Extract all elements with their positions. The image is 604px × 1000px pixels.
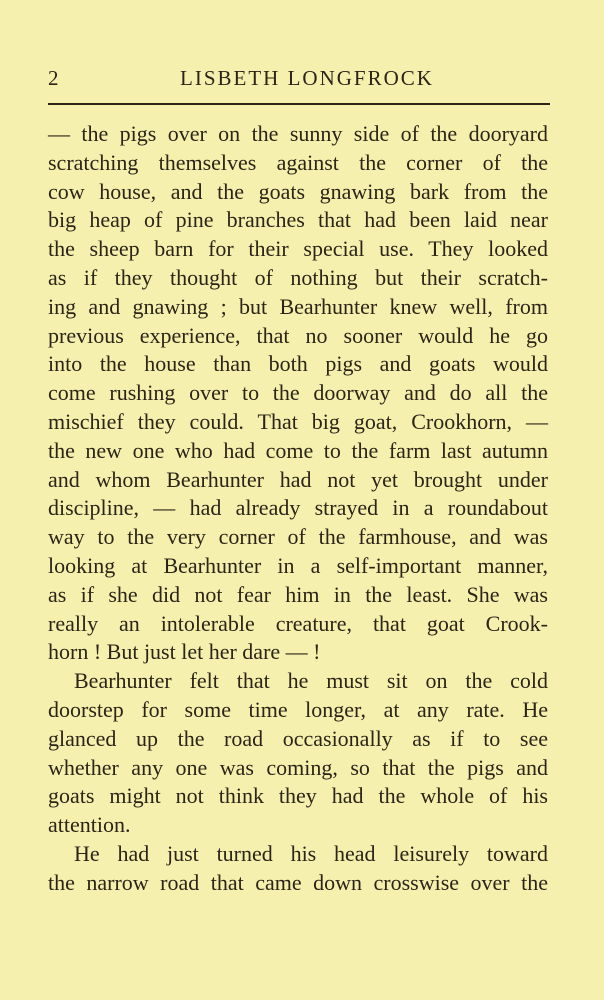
text-line: really an intolerable creature, that goat Crook- xyxy=(48,610,548,636)
body-text xyxy=(48,120,548,898)
text-line: the new one who had come to the farm last autumn xyxy=(48,437,548,463)
text-line: way to the very corner of the farmhouse, and was xyxy=(48,524,548,550)
text-line: goats might not think they had the whole of his xyxy=(48,783,548,809)
text-line: into the house than both pigs and goats would xyxy=(48,351,548,377)
text-line: previous experience, that no sooner would he go xyxy=(48,322,548,348)
text-line: the narrow road that came down crosswise over the xyxy=(48,869,548,895)
text-line: doorstep for some time longer, at any rate. He xyxy=(48,696,548,722)
text-line: whether any one was coming, so that the pigs and xyxy=(48,754,548,780)
text-line: ing and gnawing ; but Bearhunter knew well, from xyxy=(48,293,548,319)
page-number: 2 xyxy=(48,66,60,90)
text-line: cow house, and the goats gnawing bark from the xyxy=(48,178,548,204)
text-line: big heap of pine branches that had been laid near xyxy=(48,207,548,233)
running-head xyxy=(48,66,550,96)
text-line: horn ! But just let her dare — ! xyxy=(48,639,321,665)
text-line: the sheep barn for their special use. They looked xyxy=(48,236,548,262)
text-line: come rushing over to the doorway and do all the xyxy=(48,380,548,406)
text-line: and whom Bearhunter had not yet brought under xyxy=(48,466,548,492)
text-line: looking at Bearhunter in a self-important manner, xyxy=(48,552,548,578)
text-line: — the pigs over on the sunny side of the dooryard xyxy=(48,121,548,146)
text-line: as if they thought of nothing but their scratch- xyxy=(48,264,548,290)
text-line: Bearhunter felt that he must sit on the cold xyxy=(74,668,548,694)
text-line: as if she did not fear him in the least. She was xyxy=(48,581,548,607)
text-line: He had just turned his head leisurely toward xyxy=(74,840,548,866)
text-line: scratching themselves against the corner of the xyxy=(48,149,548,175)
running-title: LISBETH LONGFROCK xyxy=(180,66,434,90)
text-line: glanced up the road occasionally as if to see xyxy=(48,725,548,751)
text-line: discipline, — had already strayed in a roundabout xyxy=(48,495,548,521)
header-rule xyxy=(48,103,550,105)
text-line: attention. xyxy=(48,812,131,838)
text-line: mischief they could. That big goat, Crookhorn, — xyxy=(48,408,548,434)
